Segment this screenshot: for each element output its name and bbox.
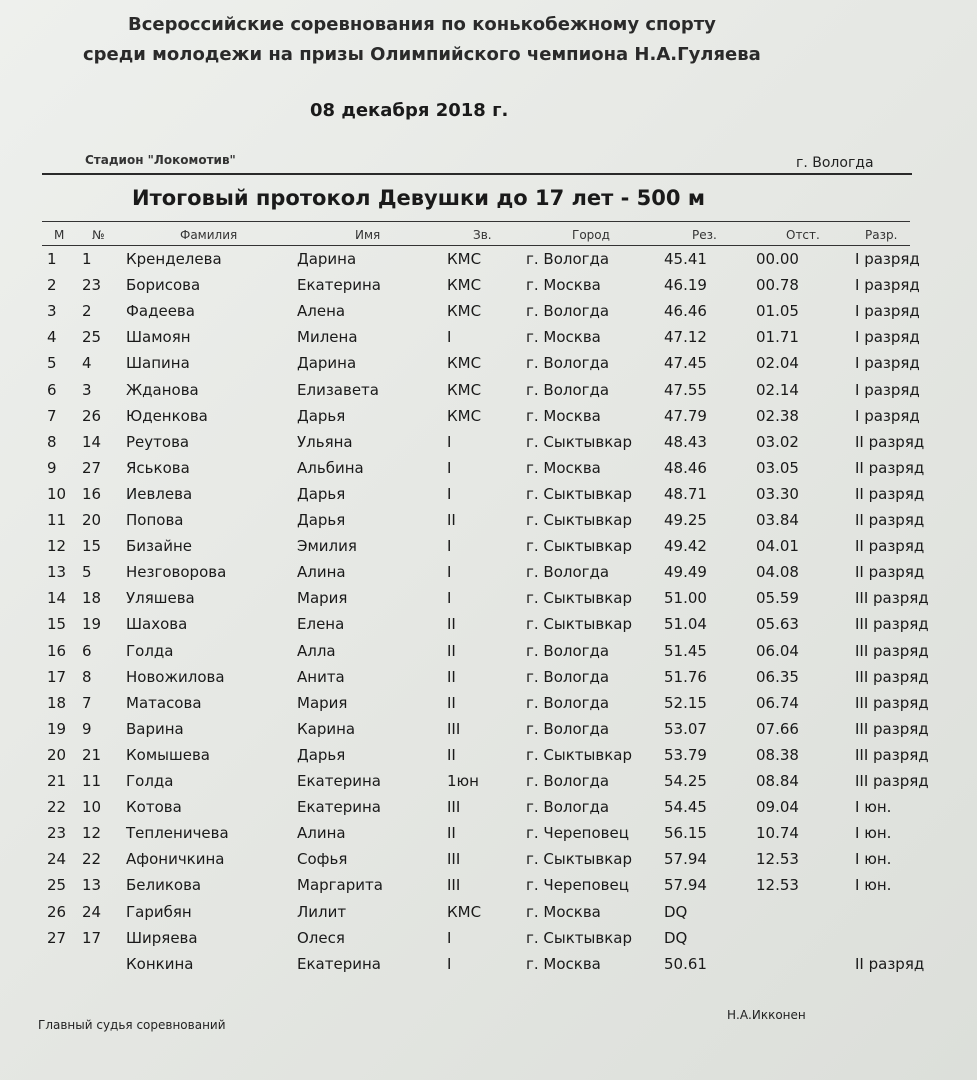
cell-place: 13 [47,563,67,582]
cell-city: г. Вологда [526,641,610,660]
cell-place: 23 [47,824,67,843]
cell-rank: III [447,719,461,738]
cell-rank: I [447,458,452,477]
cell-surname: Борисова [126,276,201,295]
cell-category: I разряд [855,328,920,347]
cell-rank: 1юн [447,772,479,790]
cell-surname: Шапина [126,354,190,373]
cell-place: 24 [47,850,67,869]
cell-number: 18 [82,589,102,608]
cell-place: 4 [47,328,57,347]
cell-rank: I [447,537,452,556]
cell-rank: II [447,693,456,712]
cell-name: Маргарита [297,876,383,895]
header-divider [42,173,912,175]
cell-place: 27 [47,928,67,947]
cell-city: г. Сыктывкар [526,484,632,503]
cell-place: 9 [47,458,57,477]
cell-city: г. Сыктывкар [526,615,632,634]
table-row [0,876,977,902]
cell-gap: 06.04 [756,641,799,660]
cell-city: г. Москва [526,458,601,477]
cell-number: 3 [82,380,92,399]
cell-name: Алена [297,302,346,321]
cell-name: Алла [297,641,336,660]
cell-place: 26 [47,902,67,921]
cell-surname: Голда [126,772,174,790]
cell-name: Альбина [297,458,364,477]
cell-number: 22 [82,850,102,869]
cell-rank: III [447,798,461,817]
cell-surname: Комышева [126,745,210,764]
cell-place: 20 [47,745,67,764]
cell-city: г. Сыктывкар [526,589,632,608]
cell-number: 8 [82,667,92,686]
cell-rank: КМС [447,250,482,268]
chief-judge-title: Главный судья соревнований [38,1018,226,1032]
cell-gap: 02.38 [756,406,799,425]
cell-name: Мария [297,589,348,608]
table-row [0,537,977,563]
cell-result: 45.41 [664,250,707,268]
chief-judge-name: Н.А.Икконен [727,1008,806,1022]
cell-number: 6 [82,641,92,660]
cell-rank: III [447,850,461,869]
competition-title-line2: среди молодежи на призы Олимпийского чемпиона Н.А.Гуляева [83,44,761,65]
table-row [0,459,977,485]
cell-rank: II [447,667,456,686]
cell-result: DQ [664,902,688,921]
cell-result: 46.19 [664,276,707,295]
cell-result: 48.71 [664,484,707,503]
cell-place: 5 [47,354,57,373]
col-header-category: Разр. [865,228,898,242]
cell-result: 49.49 [664,563,707,582]
cell-city: г. Вологда [526,302,610,321]
cell-number: 25 [82,328,102,347]
cell-surname: Афоничкина [126,850,225,869]
cell-gap: 06.74 [756,693,799,712]
cell-number: 21 [82,745,102,764]
cell-city: г. Москва [526,276,601,295]
cell-result: 47.12 [664,328,707,347]
cell-surname: Варина [126,719,184,738]
cell-city: г. Москва [526,328,601,347]
table-row [0,563,977,589]
cell-gap: 05.59 [756,589,799,608]
table-row [0,746,977,772]
table-row [0,433,977,459]
cell-category: II разряд [855,563,925,582]
cell-surname: Гарибян [126,902,192,921]
cell-result: 51.04 [664,615,707,634]
cell-number: 7 [82,693,92,712]
cell-name: Екатерина [297,772,381,790]
cell-result: 53.79 [664,745,707,764]
cell-name: Дарья [297,745,346,764]
table-row [0,381,977,407]
competition-title-line1: Всероссийские соревнования по конькобежному спорту [128,14,716,35]
cell-category: II разряд [855,484,925,503]
cell-surname: Котова [126,798,182,817]
cell-number: 14 [82,432,102,451]
cell-rank: КМС [447,276,482,295]
cell-city: г. Череповец [526,876,629,895]
cell-city: г. Вологда [526,250,610,268]
cell-surname: Ширяева [126,928,198,947]
cell-number: 13 [82,876,102,895]
cell-number: 9 [82,719,92,738]
cell-rank: II [447,511,456,529]
cell-place: 6 [47,380,57,399]
cell-place: 11 [47,511,67,529]
table-row [0,302,977,328]
cell-surname: Реутова [126,432,190,451]
cell-rank: КМС [447,902,482,921]
cell-rank: II [447,615,456,634]
cell-name: Олеся [297,928,345,947]
table-row [0,824,977,850]
cell-gap: 01.71 [756,328,799,347]
col-header-rank: Зв. [473,228,492,242]
cell-surname: Беликова [126,876,202,895]
cell-category: III разряд [855,719,929,738]
table-row [0,511,977,537]
cell-result: 51.76 [664,667,707,686]
cell-gap: 02.14 [756,380,799,399]
cell-city: г. Вологда [526,380,610,399]
cell-rank: I [447,928,452,947]
cell-category: II разряд [855,954,925,973]
cell-city: г. Сыктывкар [526,745,632,764]
cell-category: I разряд [855,354,920,373]
cell-number: 17 [82,928,102,947]
cell-surname: Кренделева [126,250,222,268]
cell-name: Карина [297,719,356,738]
cell-rank: I [447,563,452,582]
cell-rank: КМС [447,302,482,321]
table-row [0,798,977,824]
cell-result: 51.00 [664,589,707,608]
cell-city: г. Сыктывкар [526,511,632,529]
cell-category: II разряд [855,432,925,451]
cell-gap: 04.08 [756,563,799,582]
cell-city: г. Вологда [526,798,610,817]
cell-number: 19 [82,615,102,634]
cell-place: 1 [47,250,57,268]
cell-name: Софья [297,850,348,869]
cell-category: III разряд [855,667,929,686]
cell-number: 1 [82,250,92,268]
cell-place: 7 [47,406,57,425]
cell-gap: 03.05 [756,458,799,477]
col-header-number: № [92,228,105,242]
cell-city: г. Вологда [526,563,610,582]
cell-city: г. Москва [526,406,601,425]
cell-number: 15 [82,537,102,556]
cell-category: I разряд [855,380,920,399]
cell-name: Дарина [297,354,357,373]
cell-place: 18 [47,693,67,712]
cell-gap: 00.00 [756,250,799,268]
table-row [0,276,977,302]
col-header-gap: Отст. [786,228,820,242]
cell-surname: Фадеева [126,302,195,321]
cell-surname: Конкина [126,954,194,973]
cell-surname: Шахова [126,615,188,634]
cell-place: 10 [47,484,67,503]
table-row [0,694,977,720]
col-header-city: Город [572,228,610,242]
cell-number: 16 [82,484,102,503]
cell-result: 50.61 [664,954,707,973]
cell-city: г. Москва [526,902,601,921]
cell-name: Елена [297,615,345,634]
cell-rank: I [447,328,452,347]
cell-number: 27 [82,458,102,477]
cell-place: 15 [47,615,67,634]
cell-result: DQ [664,928,688,947]
table-row [0,955,977,981]
cell-rank: III [447,876,461,895]
cell-place: 12 [47,537,67,556]
cell-category: II разряд [855,537,925,556]
cell-number: 20 [82,511,102,529]
cell-rank: I [447,484,452,503]
cell-city: г. Вологда [526,354,610,373]
cell-rank: КМС [447,354,482,373]
cell-surname: Попова [126,511,184,529]
col-header-name: Имя [355,228,381,242]
cell-category: I юн. [855,798,892,817]
cell-name: Мария [297,693,348,712]
cell-city: г. Сыктывкар [526,850,632,869]
cell-number: 11 [82,772,102,790]
table-row [0,850,977,876]
cell-category: I юн. [855,850,892,869]
cell-surname: Шамоян [126,328,191,347]
cell-rank: КМС [447,406,482,425]
cell-rank: II [447,641,456,660]
cell-city: г. Сыктывкар [526,432,632,451]
cell-category: I юн. [855,876,892,895]
cell-name: Екатерина [297,798,381,817]
cell-number: 2 [82,302,92,321]
cell-result: 56.15 [664,824,707,843]
cell-place: 17 [47,667,67,686]
cell-category: I разряд [855,302,920,321]
table-row [0,668,977,694]
cell-rank: I [447,589,452,608]
table-row [0,903,977,929]
col-header-place: М [54,228,65,242]
cell-city: г. Вологда [526,667,610,686]
table-row [0,615,977,641]
cell-name: Лилит [297,902,347,921]
competition-date: 08 декабря 2018 г. [310,100,509,121]
cell-name: Екатерина [297,276,381,295]
cell-name: Дарья [297,511,346,529]
cell-surname: Новожилова [126,667,225,686]
cell-surname: Тепленичева [126,824,229,843]
cell-gap: 05.63 [756,615,799,634]
table-header-divider [42,245,910,246]
cell-surname: Голда [126,641,174,660]
cell-gap: 09.04 [756,798,799,817]
cell-result: 49.42 [664,537,707,556]
cell-result: 54.25 [664,772,707,790]
protocol-title: Итоговый протокол Девушки до 17 лет - 500 м [132,186,705,210]
cell-name: Алина [297,824,346,843]
cell-gap: 08.84 [756,772,799,790]
cell-name: Елизавета [297,380,379,399]
table-row [0,354,977,380]
table-top-divider [42,221,910,222]
cell-gap: 10.74 [756,824,799,843]
cell-name: Алина [297,563,346,582]
cell-result: 47.55 [664,380,707,399]
table-row [0,407,977,433]
cell-name: Ульяна [297,432,353,451]
cell-surname: Бизайне [126,537,192,556]
cell-surname: Иевлева [126,484,193,503]
cell-category: III разряд [855,615,929,634]
cell-surname: Юденкова [126,406,208,425]
cell-place: 3 [47,302,57,321]
cell-city: г. Сыктывкар [526,537,632,556]
table-row [0,589,977,615]
table-row [0,485,977,511]
cell-number: 24 [82,902,102,921]
cell-place: 14 [47,589,67,608]
cell-surname: Матасова [126,693,202,712]
cell-rank: I [447,432,452,451]
cell-rank: I [447,954,452,973]
cell-place: 2 [47,276,57,295]
cell-city: г. Череповец [526,824,629,843]
cell-result: 46.46 [664,302,707,321]
cell-gap: 00.78 [756,276,799,295]
cell-result: 54.45 [664,798,707,817]
cell-place: 19 [47,719,67,738]
cell-place: 21 [47,772,67,790]
cell-result: 49.25 [664,511,707,529]
cell-name: Анита [297,667,345,686]
cell-category: III разряд [855,589,929,608]
cell-result: 57.94 [664,876,707,895]
cell-category: II разряд [855,458,925,477]
cell-result: 52.15 [664,693,707,712]
cell-place: 25 [47,876,67,895]
cell-number: 4 [82,354,92,373]
cell-rank: II [447,745,456,764]
cell-category: III разряд [855,745,929,764]
table-row [0,642,977,668]
cell-number: 12 [82,824,102,843]
cell-gap: 07.66 [756,719,799,738]
col-header-result: Рез. [692,228,717,242]
cell-gap: 03.84 [756,511,799,529]
competition-city: г. Вологда [796,155,874,171]
cell-gap: 12.53 [756,850,799,869]
cell-category: III разряд [855,693,929,712]
cell-gap: 01.05 [756,302,799,321]
cell-place: 16 [47,641,67,660]
cell-city: г. Москва [526,954,601,973]
cell-surname: Незговорова [126,563,227,582]
cell-category: I разряд [855,250,920,268]
cell-result: 47.45 [664,354,707,373]
cell-category: II разряд [855,511,925,529]
table-row [0,328,977,354]
cell-category: III разряд [855,641,929,660]
table-row [0,772,977,798]
cell-surname: Уляшева [126,589,195,608]
cell-result: 47.79 [664,406,707,425]
cell-city: г. Сыктывкар [526,928,632,947]
cell-category: I юн. [855,824,892,843]
cell-result: 51.45 [664,641,707,660]
cell-name: Милена [297,328,358,347]
cell-gap: 12.53 [756,876,799,895]
cell-category: I разряд [855,406,920,425]
cell-gap: 02.04 [756,354,799,373]
cell-gap: 03.30 [756,484,799,503]
cell-place: 22 [47,798,67,817]
cell-surname: Яськова [126,458,190,477]
cell-number: 23 [82,276,102,295]
cell-city: г. Вологда [526,693,610,712]
cell-result: 48.43 [664,432,707,451]
cell-number: 26 [82,406,102,425]
cell-result: 53.07 [664,719,707,738]
cell-name: Екатерина [297,954,381,973]
cell-number: 10 [82,798,102,817]
table-row [0,250,977,276]
cell-gap: 08.38 [756,745,799,764]
cell-result: 48.46 [664,458,707,477]
cell-name: Дарья [297,484,346,503]
cell-city: г. Вологда [526,772,610,790]
cell-surname: Жданова [126,380,199,399]
cell-name: Дарина [297,250,357,268]
cell-result: 57.94 [664,850,707,869]
cell-rank: КМС [447,380,482,399]
cell-number: 5 [82,563,92,582]
cell-gap: 03.02 [756,432,799,451]
table-row [0,720,977,746]
stadium-name: Стадион "Локомотив" [85,153,236,167]
cell-category: I разряд [855,276,920,295]
col-header-surname: Фамилия [180,228,238,242]
cell-gap: 06.35 [756,667,799,686]
cell-rank: II [447,824,456,843]
cell-place: 8 [47,432,57,451]
cell-name: Дарья [297,406,346,425]
cell-name: Эмилия [297,537,357,556]
cell-gap: 04.01 [756,537,799,556]
cell-category: III разряд [855,772,929,790]
table-row [0,929,977,955]
cell-city: г. Вологда [526,719,610,738]
